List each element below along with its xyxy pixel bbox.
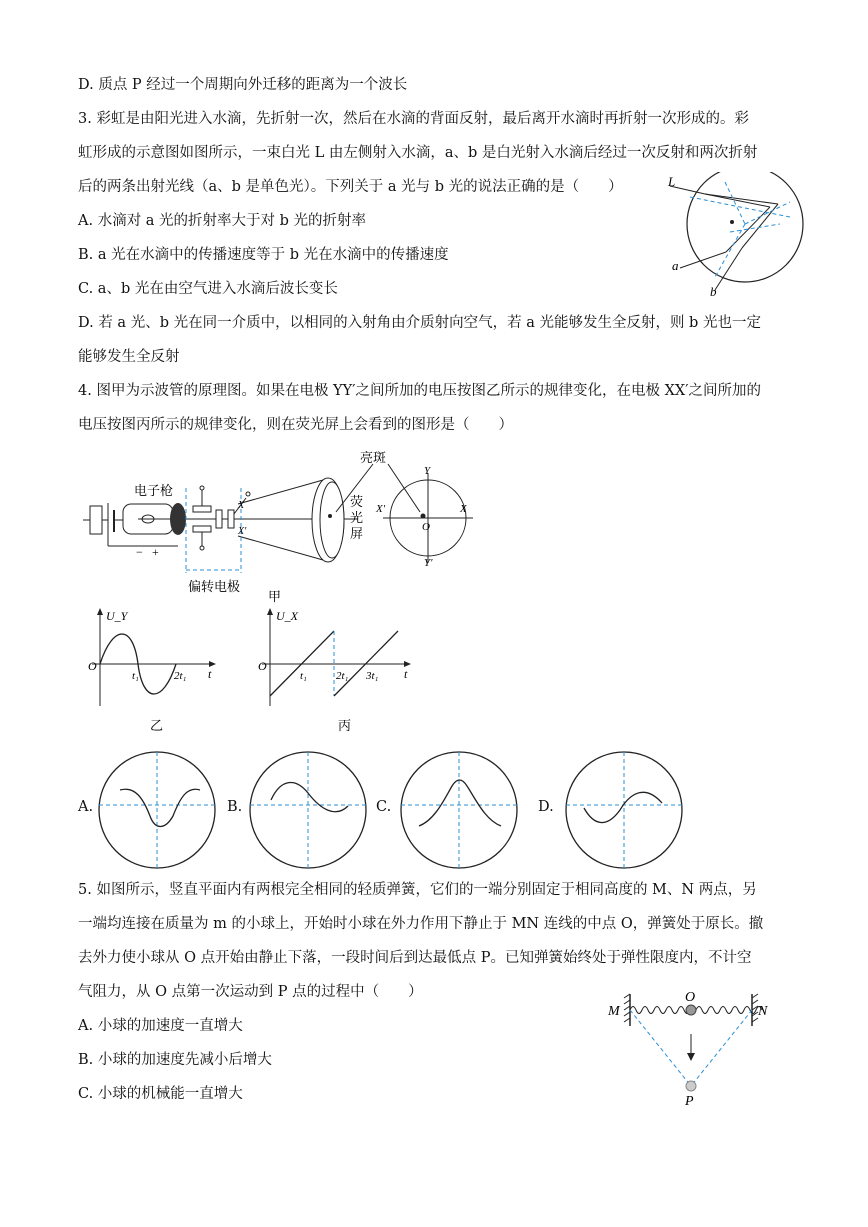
oscilloscope-tube-figure — [78, 448, 488, 608]
raindrop-figure — [660, 172, 810, 300]
q4-stem-line-1: 4. 图甲为示波管的原理图。如果在电极 YY′之间所加的电压按图乙所示的规律变化，在电极 XX′之间所加的 — [78, 383, 762, 399]
choice-b-label: B. — [227, 799, 243, 815]
q5-stem-line-1: 5. 如图所示，竖直平面内有两根完全相同的轻质弹簧，它们的一端分别固定于相同高度的 M、N 两点，另 — [78, 882, 757, 898]
svg-text:t₁: t₁ — [132, 670, 139, 682]
label-bright-spot: 亮斑 — [360, 450, 387, 465]
q3-stem-line-3: 后的两条出射光线（a、b 是单色光）。下列关于 a 光与 b 光的说法正确的是（ ） — [78, 179, 623, 195]
label-electron-gun: 电子枪 — [134, 483, 174, 498]
ball-P — [686, 1081, 696, 1091]
q5-option-b: B. 小球的加速度先减小后增大 — [78, 1052, 272, 1068]
q5-option-c: C. 小球的机械能一直增大 — [78, 1086, 243, 1102]
svg-text:N: N — [758, 1004, 768, 1019]
choice-a-figure[interactable] — [95, 748, 219, 872]
caption-yi: 乙 — [150, 718, 164, 733]
ball-O — [686, 1005, 696, 1015]
svg-text:3t₁: 3t₁ — [366, 670, 379, 682]
q3-stem-line-2: 虹形成的示意图如图所示，一束白光 L 由左侧射入水滴，a、b 是白光射入水滴后经过一次反射和两次折射 — [78, 145, 758, 161]
label-screen-1: 荧 — [350, 494, 364, 509]
svg-text:+: + — [152, 545, 159, 559]
q2-option-d: D. 质点 P 经过一个周期向外迁移的距离为一个波长 — [78, 77, 408, 93]
caption-bing: 丙 — [338, 718, 352, 733]
svg-text:P: P — [685, 1094, 694, 1108]
svg-text:O: O — [258, 659, 267, 673]
label-jia: 甲 — [268, 589, 282, 604]
svg-text:X: X — [238, 500, 245, 511]
choice-b-figure[interactable] — [246, 748, 370, 872]
raindrop-circle — [687, 172, 803, 282]
svg-text:Y: Y — [424, 465, 431, 477]
q5-stem-line-2: 一端均连接在质量为 m 的小球上，开始时小球在外力作用下静止于 MN 连线的中点 O，弹簧处于原长。撤 — [78, 916, 764, 932]
choice-a-label: A. — [78, 799, 94, 815]
choice-c-figure[interactable] — [397, 748, 521, 872]
svg-text:X: X — [460, 503, 467, 515]
svg-text:2t₁: 2t₁ — [174, 670, 187, 682]
q3-option-d-cont: 能够发生全反射 — [78, 349, 180, 365]
q3-option-b: B. a 光在水滴中的传播速度等于 b 光在水滴中的传播速度 — [78, 247, 449, 263]
label-b: b — [710, 284, 717, 299]
label-screen-3: 屏 — [350, 526, 364, 541]
q3-option-a: A. 水滴对 a 光的折射率大于对 b 光的折射率 — [78, 213, 367, 229]
svg-text:Y′: Y′ — [424, 557, 433, 569]
q3-option-c: C. a、b 光在由空气进入水滴后波长变长 — [78, 281, 338, 297]
choice-d-figure[interactable] — [562, 748, 686, 872]
ray-a — [680, 252, 726, 268]
svg-text:t₁: t₁ — [300, 670, 307, 682]
q3-stem-line-1: 3. 彩虹是由阳光进入水滴，先折射一次，然后在水滴的背面反射，最后离开水滴时再折射一次形成的。彩 — [78, 111, 749, 127]
svg-text:U_X: U_X — [276, 609, 298, 623]
svg-text:X′: X′ — [238, 526, 247, 537]
spring-figure — [604, 986, 779, 1108]
svg-text:t: t — [208, 667, 212, 681]
graph-bing — [258, 606, 418, 736]
svg-text:−: − — [136, 545, 143, 559]
svg-text:U_Y: U_Y — [106, 609, 128, 623]
spring-left — [630, 1007, 690, 1014]
svg-text:X′: X′ — [376, 503, 386, 515]
q3-option-d: D. 若 a 光、b 光在同一介质中，以相同的入射角由介质射向空气，若 a 光能够发生全反射，则 b 光也一定 — [78, 315, 761, 331]
label-L: L — [668, 174, 676, 189]
svg-text:O: O — [88, 659, 97, 673]
q5-stem-line-3: 去外力使小球从 O 点开始由静止下落，一段时间后到达最低点 P。已知弹簧始终处于弹性限度内，不计空 — [78, 950, 752, 966]
q4-stem-line-2: 电压按图丙所示的规律变化，则在荧光屏上会看到的图形是（ ） — [78, 417, 513, 433]
choice-c-label: C. — [376, 799, 392, 815]
label-screen-2: 光 — [350, 510, 364, 525]
q5-stem-line-4: 气阻力，从 O 点第一次运动到 P 点的过程中（ ） — [78, 984, 423, 1000]
label-a: a — [672, 258, 679, 273]
svg-text:M: M — [608, 1004, 620, 1019]
svg-text:O: O — [685, 990, 696, 1005]
graph-yi — [88, 606, 228, 736]
svg-text:O: O — [422, 521, 430, 533]
choice-d-label: D. — [538, 799, 554, 815]
q5-option-a: A. 小球的加速度一直增大 — [78, 1018, 243, 1034]
svg-text:2t₁: 2t₁ — [336, 670, 349, 682]
label-deflection-plates: 偏转电极 — [188, 579, 241, 594]
svg-text:t: t — [404, 667, 408, 681]
